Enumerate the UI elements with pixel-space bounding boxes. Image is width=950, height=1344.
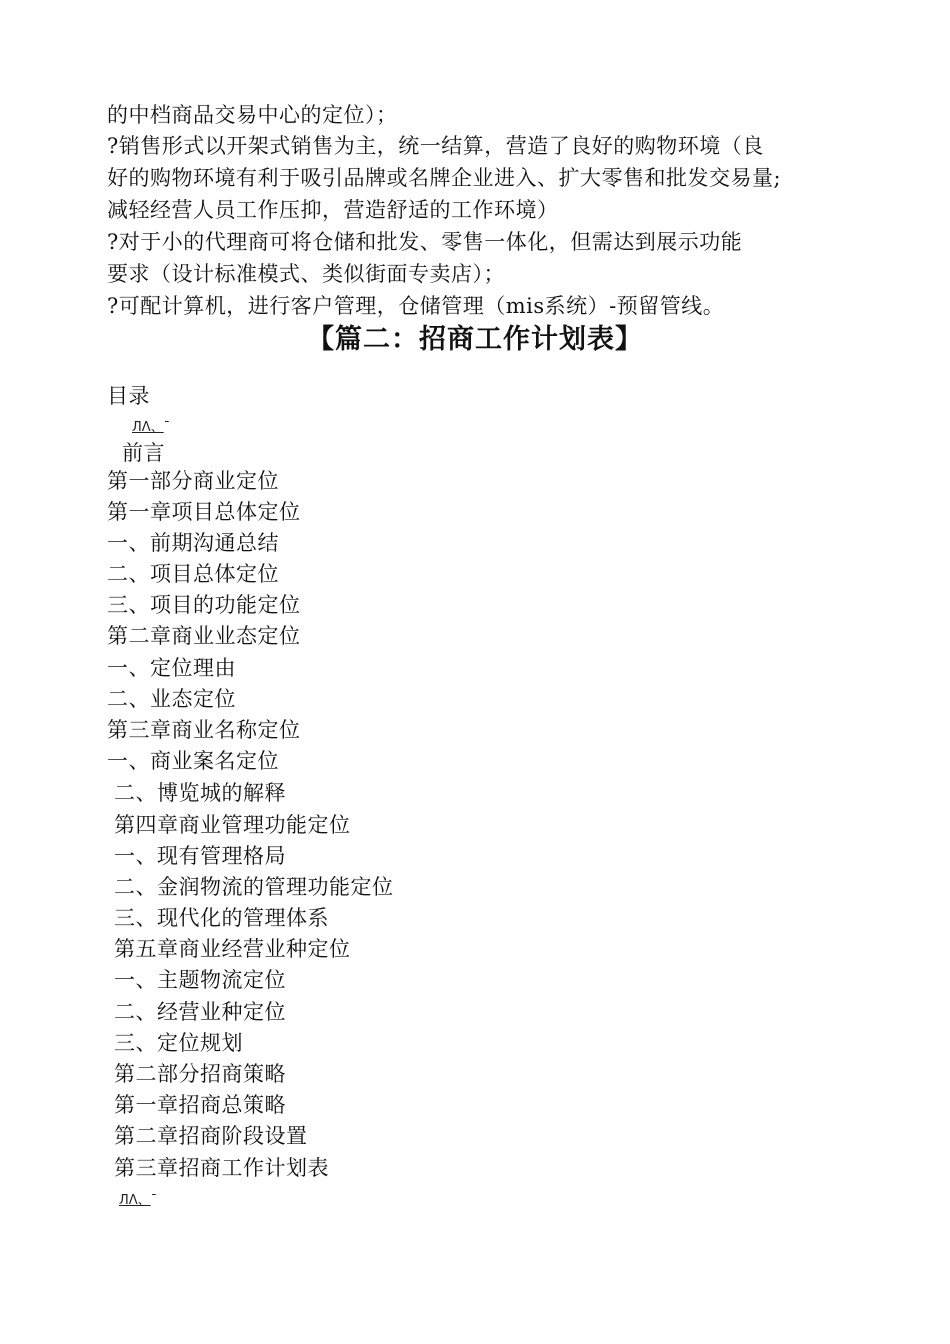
toc-item: 第四章商业管理功能定位	[114, 813, 351, 837]
toc-item: 第二章招商阶段设置	[114, 1124, 308, 1148]
intro-line: ?销售形式以开架式销售为主，统一结算，营造了良好的购物环境（良	[107, 134, 764, 158]
toc-mark-bottom	[119, 1194, 157, 1208]
intro-line: ?可配计算机，进行客户管理，仓储管理（mis系统）-预留管线。	[107, 294, 725, 318]
toc-item: 第二部分招商策略	[114, 1062, 286, 1086]
toc-item: 三、项目的功能定位	[107, 593, 301, 617]
toc-item: 一、定位理由	[107, 656, 236, 680]
intro-line: ?对于小的代理商可将仓储和批发、零售一体化，但需达到展示功能	[107, 230, 743, 254]
toc-item: 三、现代化的管理体系	[114, 906, 329, 930]
toc-item: 二、金润物流的管理功能定位	[114, 875, 394, 899]
toc-mark-top	[132, 421, 170, 435]
toc-item: 一、现有管理格局	[114, 844, 286, 868]
intro-line: 要求（设计标准模式、类似街面专卖店）；	[107, 262, 505, 286]
section-title: 【篇二：招商工作计划表】	[307, 324, 643, 355]
toc-mark-glyph: ЛΛ、	[132, 420, 164, 435]
toc-mark-dash: ¯	[150, 1193, 158, 1208]
toc-heading: 目录	[107, 384, 150, 408]
toc-mark-glyph: ЛΛ、	[119, 1193, 151, 1208]
intro-line: 减轻经营人员工作压抑，营造舒适的工作环境）	[107, 198, 559, 222]
toc-item: 二、经营业种定位	[114, 1000, 286, 1024]
toc-item: 二、项目总体定位	[107, 562, 279, 586]
toc-item: 第一章项目总体定位	[107, 500, 301, 524]
toc-item: 一、前期沟通总结	[107, 531, 279, 555]
toc-item: 前言	[122, 441, 165, 465]
toc-item: 第二章商业业态定位	[107, 624, 301, 648]
toc-item: 第一部分商业定位	[107, 469, 279, 493]
intro-line: 好的购物环境有利于吸引品牌或名牌企业进入、扩大零售和批发交易量;	[107, 166, 782, 190]
toc-mark-dash: ¯	[163, 420, 171, 435]
toc-item: 一、主题物流定位	[114, 968, 286, 992]
toc-item: 一、商业案名定位	[107, 749, 279, 773]
toc-item: 第三章招商工作计划表	[114, 1156, 329, 1180]
intro-line: 的中档商品交易中心的定位）；	[107, 103, 398, 127]
toc-item: 二、博览城的解释	[114, 781, 286, 805]
toc-item: 三、定位规划	[114, 1031, 243, 1055]
toc-item: 第五章商业经营业种定位	[114, 937, 351, 961]
toc-item: 第三章商业名称定位	[107, 718, 301, 742]
toc-item: 二、业态定位	[107, 687, 236, 711]
toc-item: 第一章招商总策略	[114, 1093, 286, 1117]
